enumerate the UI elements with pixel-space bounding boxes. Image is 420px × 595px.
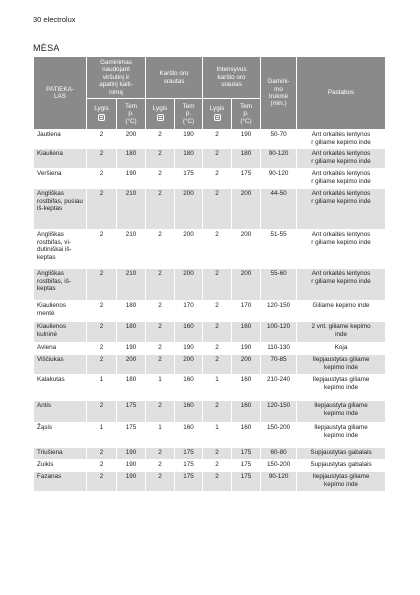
level-label: Lygis xyxy=(209,105,225,113)
cell-level: 2 xyxy=(87,355,117,375)
cell-temp: 210 xyxy=(117,230,146,269)
cell-temp: 175 xyxy=(117,423,146,448)
cell-level: 2 xyxy=(203,460,232,472)
cell-level: 2 xyxy=(203,169,232,189)
cell-temp: 190 xyxy=(117,343,146,355)
cell-dish: Viščiukas xyxy=(34,355,87,375)
cell-temp: 200 xyxy=(117,355,146,375)
cell-dish: Antis xyxy=(34,401,87,423)
cell-level: 2 xyxy=(87,460,117,472)
cell-temp: 180 xyxy=(232,149,261,169)
table-row xyxy=(34,460,386,472)
cell-time: 50-70 xyxy=(261,130,297,149)
cell-temp: 200 xyxy=(175,269,203,301)
cell-note: Ant orkaitės lentynos r giliame kepimo inde xyxy=(297,230,386,269)
table-row xyxy=(34,301,386,322)
cell-note: Ilepjaustytas giliame kepimo inde xyxy=(297,375,386,401)
table-row xyxy=(34,423,386,448)
table-row xyxy=(34,130,386,149)
cell-note: Ant orkaitės lentynos r giliame kepimo inde xyxy=(297,149,386,169)
level-label: Lygis xyxy=(152,105,168,113)
cell-temp: 180 xyxy=(117,301,146,322)
col-header-conventional: Gaminimas naudojant viršutinį ir apatinį kaiti- nimą xyxy=(87,57,146,99)
cell-temp: 190 xyxy=(117,448,146,460)
cell-note: Ant orkaitės lentynos r giliame kepimo inde xyxy=(297,130,386,149)
table-row xyxy=(34,343,386,355)
cell-dish: Aviena xyxy=(34,343,87,355)
cell-temp: 190 xyxy=(232,343,261,355)
cell-temp: 210 xyxy=(117,189,146,230)
table-row xyxy=(34,189,386,230)
cell-temp: 200 xyxy=(232,269,261,301)
cell-dish: Triušiena xyxy=(34,448,87,460)
cell-temp: 210 xyxy=(117,269,146,301)
cell-time: 90-120 xyxy=(261,149,297,169)
cell-note: Giliame kepimo inde xyxy=(297,301,386,322)
cell-temp: 200 xyxy=(117,130,146,149)
table-row xyxy=(34,355,386,375)
cell-dish: Kiaulienos kulninė xyxy=(34,322,87,343)
cell-temp: 175 xyxy=(175,460,203,472)
cell-time: 100-120 xyxy=(261,322,297,343)
cell-level: 2 xyxy=(203,401,232,423)
cell-level: 2 xyxy=(87,448,117,460)
cell-temp: 175 xyxy=(175,472,203,492)
cell-temp: 180 xyxy=(117,149,146,169)
cell-level: 2 xyxy=(87,322,117,343)
table-row xyxy=(34,375,386,401)
cell-time: 210-240 xyxy=(261,375,297,401)
cell-temp: 190 xyxy=(175,343,203,355)
cell-temp: 160 xyxy=(232,401,261,423)
cell-time: 60-80 xyxy=(261,448,297,460)
cell-level: 2 xyxy=(87,169,117,189)
col-header-time: Gamini- mo trukmė (min.) xyxy=(261,57,297,130)
cell-dish: Angliškas rostbifas, vi-dutiniškai iš-keptas xyxy=(34,230,87,269)
cell-level: 2 xyxy=(87,301,117,322)
table-row xyxy=(34,448,386,460)
cell-note: Ant orkaitės lentynos r giliame kepimo inde xyxy=(297,169,386,189)
cell-level: 2 xyxy=(146,355,175,375)
shelf-level-icon xyxy=(214,114,221,121)
cell-level: 2 xyxy=(203,355,232,375)
cell-level: 2 xyxy=(203,301,232,322)
col-header-level xyxy=(87,99,117,130)
cell-level: 2 xyxy=(146,189,175,230)
shelf-level-icon xyxy=(157,114,164,121)
cell-time: 120-150 xyxy=(261,401,297,423)
cell-level: 2 xyxy=(146,460,175,472)
cell-temp: 180 xyxy=(117,322,146,343)
cell-temp: 200 xyxy=(232,230,261,269)
page-header: 30 electrolux xyxy=(33,15,76,24)
cell-level: 1 xyxy=(203,375,232,401)
col-header-level xyxy=(146,99,175,130)
col-header-level xyxy=(203,99,232,130)
cell-level: 2 xyxy=(203,149,232,169)
table-row xyxy=(34,149,386,169)
cell-temp: 160 xyxy=(175,375,203,401)
cell-temp: 175 xyxy=(232,460,261,472)
cell-dish: Kalakutas xyxy=(34,375,87,401)
cell-dish: Kiauliena xyxy=(34,149,87,169)
cell-time: 70-85 xyxy=(261,355,297,375)
cell-temp: 160 xyxy=(232,375,261,401)
cell-level: 2 xyxy=(146,322,175,343)
cell-level: 2 xyxy=(203,269,232,301)
cell-time: 90-120 xyxy=(261,169,297,189)
cell-time: 150-200 xyxy=(261,460,297,472)
cell-time: 150-200 xyxy=(261,423,297,448)
cell-note: Ant orkaitės lentynos r giliame kepimo inde xyxy=(297,269,386,301)
cell-level: 2 xyxy=(87,149,117,169)
cell-level: 2 xyxy=(203,448,232,460)
cell-level: 2 xyxy=(203,230,232,269)
cell-temp: 170 xyxy=(232,301,261,322)
col-header-temp: Tem p. (°C) xyxy=(232,99,261,130)
cell-temp: 175 xyxy=(117,401,146,423)
cell-dish: Žąsis xyxy=(34,423,87,448)
cell-time: 44-50 xyxy=(261,189,297,230)
cell-level: 2 xyxy=(87,269,117,301)
shelf-level-icon xyxy=(98,114,105,121)
cell-temp: 160 xyxy=(232,423,261,448)
cell-level: 2 xyxy=(87,230,117,269)
col-header-temp: Tem p. (°C) xyxy=(117,99,146,130)
cell-note: Koja xyxy=(297,343,386,355)
cell-level: 1 xyxy=(146,375,175,401)
section-title: MĖSA xyxy=(33,43,60,53)
cell-level: 2 xyxy=(146,472,175,492)
cell-level: 1 xyxy=(203,423,232,448)
cell-dish: Kiaulienos mentė xyxy=(34,301,87,322)
cell-level: 2 xyxy=(87,472,117,492)
cell-level: 2 xyxy=(146,230,175,269)
cell-level: 2 xyxy=(146,130,175,149)
cell-temp: 190 xyxy=(117,460,146,472)
cell-temp: 160 xyxy=(175,322,203,343)
level-label: Lygis xyxy=(94,105,109,113)
cell-temp: 170 xyxy=(175,301,203,322)
cell-dish: Angliškas rostbifas, iš-keptas xyxy=(34,269,87,301)
cell-note: 2 vnt. giliame kepimo inde xyxy=(297,322,386,343)
col-header-hot-air: Karšto oro srautas xyxy=(146,57,203,99)
cell-level: 2 xyxy=(146,149,175,169)
cell-level: 2 xyxy=(146,301,175,322)
table-row xyxy=(34,169,386,189)
cell-level: 2 xyxy=(146,169,175,189)
cell-note: Ilepjaustyta giliame kepimo inde xyxy=(297,401,386,423)
cell-note: Ilepjaustytas giliame kepimo inde xyxy=(297,355,386,375)
cell-temp: 175 xyxy=(175,169,203,189)
cell-temp: 190 xyxy=(117,472,146,492)
cell-temp: 175 xyxy=(232,169,261,189)
cell-note: Supjaustytas gabalais xyxy=(297,448,386,460)
col-header-intensive: Intensyvus karšto oro srautas xyxy=(203,57,261,99)
cell-temp: 200 xyxy=(175,189,203,230)
cell-temp: 190 xyxy=(117,169,146,189)
cell-temp: 175 xyxy=(232,448,261,460)
table-row xyxy=(34,269,386,301)
cell-dish: Jautiena xyxy=(34,130,87,149)
cell-temp: 160 xyxy=(232,322,261,343)
cell-level: 1 xyxy=(146,423,175,448)
cell-dish: Fazanas xyxy=(34,472,87,492)
cell-note: Ilepjaustyta giliame kepimo inde xyxy=(297,423,386,448)
cell-level: 2 xyxy=(146,401,175,423)
cell-temp: 175 xyxy=(232,472,261,492)
cell-level: 2 xyxy=(87,401,117,423)
col-header-temp: Tem p. (°C) xyxy=(175,99,203,130)
cell-dish: Veršiena xyxy=(34,169,87,189)
cell-level: 2 xyxy=(203,130,232,149)
cell-note: Supjaustytas gabalais xyxy=(297,460,386,472)
cell-temp: 200 xyxy=(175,230,203,269)
cell-level: 2 xyxy=(203,189,232,230)
cell-temp: 160 xyxy=(175,401,203,423)
cell-level: 2 xyxy=(146,448,175,460)
table-row xyxy=(34,401,386,423)
cell-time: 120-150 xyxy=(261,301,297,322)
cell-level: 2 xyxy=(203,472,232,492)
cell-dish: Angliškas rostbifas, pusiau iš-keptas xyxy=(34,189,87,230)
cell-time: 110-130 xyxy=(261,343,297,355)
cell-level: 2 xyxy=(203,322,232,343)
cell-level: 2 xyxy=(203,343,232,355)
cell-level: 2 xyxy=(87,130,117,149)
cell-temp: 175 xyxy=(175,448,203,460)
cell-level: 1 xyxy=(87,423,117,448)
cell-temp: 180 xyxy=(117,375,146,401)
cell-level: 2 xyxy=(146,343,175,355)
cell-temp: 190 xyxy=(232,130,261,149)
cell-time: 55-60 xyxy=(261,269,297,301)
cell-temp: 180 xyxy=(175,149,203,169)
cell-time: 90-120 xyxy=(261,472,297,492)
cell-level: 2 xyxy=(146,269,175,301)
cell-time: 51-55 xyxy=(261,230,297,269)
col-header-notes: Pastabos xyxy=(297,57,386,130)
cell-dish: Zuikis xyxy=(34,460,87,472)
meat-cooking-table xyxy=(33,56,386,492)
cell-temp: 160 xyxy=(175,423,203,448)
cell-temp: 200 xyxy=(232,189,261,230)
cell-temp: 200 xyxy=(232,355,261,375)
cell-temp: 190 xyxy=(175,130,203,149)
cell-temp: 200 xyxy=(175,355,203,375)
table-row xyxy=(34,322,386,343)
cell-level: 1 xyxy=(87,375,117,401)
col-header-dish: PATIEKA- LAS xyxy=(34,57,87,130)
table-row xyxy=(34,230,386,269)
cell-note: Ilepjaustytas giliame kepimo inde xyxy=(297,472,386,492)
table-row xyxy=(34,472,386,492)
cell-level: 2 xyxy=(87,343,117,355)
cell-note: Ant orkaitės lentynos r giliame kepimo inde xyxy=(297,189,386,230)
cell-level: 2 xyxy=(87,189,117,230)
